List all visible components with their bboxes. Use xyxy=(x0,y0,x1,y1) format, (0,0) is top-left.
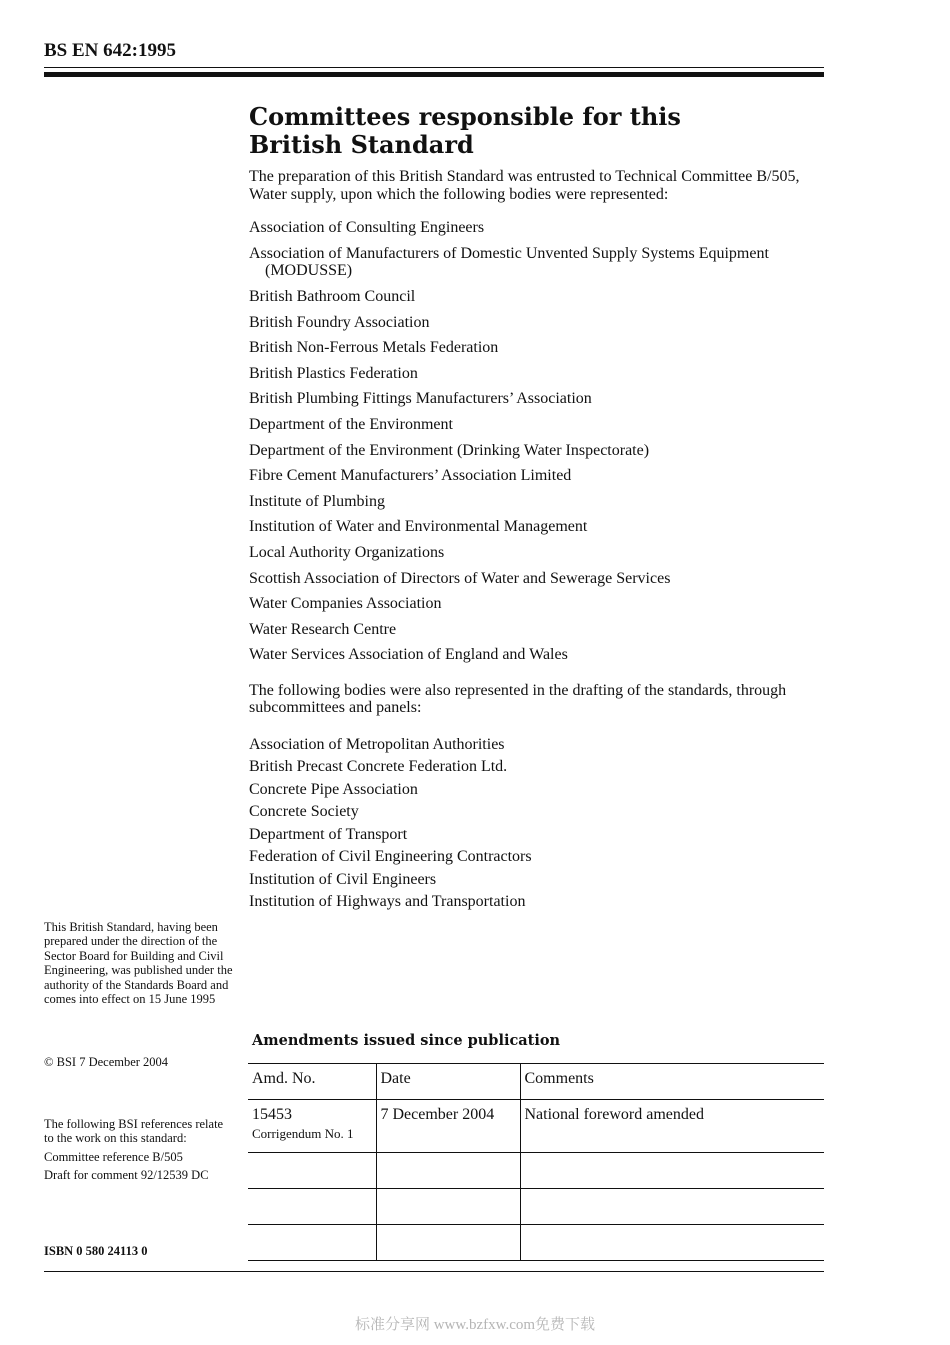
comments-cell: National foreword amended xyxy=(520,1100,824,1153)
copyright-notice: © BSI 7 December 2004 xyxy=(44,1055,169,1069)
column-header-amd-no: Amd. No. xyxy=(248,1064,376,1100)
list-item: Department of the Environment xyxy=(249,415,453,433)
list-item: Local Authority Organizations xyxy=(249,543,445,561)
list-item: Water Research Centre xyxy=(249,620,397,638)
empty-cell xyxy=(520,1189,824,1225)
list-item: Department of the Environment (Drinking Water Inspectorate) xyxy=(249,441,650,459)
committees-section xyxy=(249,103,824,913)
subcommittee-paragraph: The following bodies were also represented in the drafting of the standards, through subcommittees and panels: xyxy=(249,681,787,717)
draft-reference: Draft for comment 92/12539 DC xyxy=(44,1168,209,1183)
list-item: British Precast Concrete Federation Ltd. xyxy=(249,758,508,776)
table-row xyxy=(248,1153,824,1189)
empty-cell xyxy=(520,1225,824,1261)
represented-bodies-list xyxy=(249,219,824,664)
header-rule-thick xyxy=(44,72,824,77)
date-cell: 7 December 2004 xyxy=(376,1100,520,1153)
empty-cell xyxy=(376,1189,520,1225)
empty-cell xyxy=(520,1153,824,1189)
list-item: Association of Metropolitan Authorities xyxy=(249,736,505,754)
list-item: British Plastics Federation xyxy=(249,364,418,382)
table-row xyxy=(248,1225,824,1261)
publication-note: This British Standard, having been prepared under the direction of the Sector Board for Building and Civil Engineering, was published under the authority of the Standards Board and comes into effect on 15 June 1995 xyxy=(44,920,233,1007)
references-intro: The following BSI references relate to the work on this standard: xyxy=(44,1117,224,1146)
subcommittee-bodies-list xyxy=(249,734,824,913)
corrigendum-label: Corrigendum No. 1 xyxy=(252,1126,354,1141)
list-item: British Plumbing Fittings Manufacturers’ Association xyxy=(249,390,592,408)
column-header-comments: Comments xyxy=(520,1064,824,1100)
table-row xyxy=(248,1189,824,1225)
list-item: British Non-Ferrous Metals Federation xyxy=(249,339,499,357)
list-item: Association of Manufacturers of Domestic Unvented Supply Systems Equipment (MODUSSE) xyxy=(249,244,769,280)
list-item: Institute of Plumbing xyxy=(249,492,385,510)
list-item: British Bathroom Council xyxy=(249,287,416,305)
amd-no-cell xyxy=(248,1100,376,1153)
list-item: Association of Consulting Engineers xyxy=(249,219,485,237)
amendments-heading: Amendments issued since publication xyxy=(252,1032,561,1049)
list-item: Concrete Society xyxy=(249,803,359,821)
empty-cell xyxy=(248,1153,376,1189)
table-header-row xyxy=(248,1064,824,1100)
list-item: Federation of Civil Engineering Contractors xyxy=(249,848,532,866)
amendments-table xyxy=(248,1063,824,1261)
empty-cell xyxy=(376,1225,520,1261)
list-item: Scottish Association of Directors of Water and Sewerage Services xyxy=(249,569,671,587)
list-item: Department of Transport xyxy=(249,825,408,843)
document-code: BS EN 642:1995 xyxy=(44,40,176,61)
list-item: Fibre Cement Manufacturers’ Association Limited xyxy=(249,467,572,485)
committee-reference: Committee reference B/505 xyxy=(44,1149,183,1164)
list-item: Concrete Pipe Association xyxy=(249,780,418,798)
list-item: Institution of Civil Engineers xyxy=(249,870,437,888)
page-title: Committees responsible for this British Standard xyxy=(249,102,681,159)
empty-cell xyxy=(248,1225,376,1261)
empty-cell xyxy=(376,1153,520,1189)
bsi-references xyxy=(44,1117,234,1183)
isbn: ISBN 0 580 24113 0 xyxy=(44,1244,148,1258)
list-item: Institution of Water and Environmental Management xyxy=(249,518,588,536)
list-item: Water Services Association of England and Wales xyxy=(249,646,568,664)
list-item: British Foundry Association xyxy=(249,313,430,331)
intro-paragraph: The preparation of this British Standard was entrusted to Technical Committee B/505, Water supply, upon which the following bodies were represented: xyxy=(249,168,800,203)
amd-number: 15453 xyxy=(252,1106,292,1123)
empty-cell xyxy=(248,1189,376,1225)
list-item: Water Companies Association xyxy=(249,595,442,613)
column-header-date: Date xyxy=(376,1064,520,1100)
watermark: 标准分享网 www.bzfxw.com免费下载 xyxy=(354,1317,596,1333)
header-rule-thin xyxy=(44,67,824,68)
table-row xyxy=(248,1100,824,1153)
list-item: Institution of Highways and Transportation xyxy=(249,892,526,910)
footer-rule xyxy=(44,1271,824,1272)
